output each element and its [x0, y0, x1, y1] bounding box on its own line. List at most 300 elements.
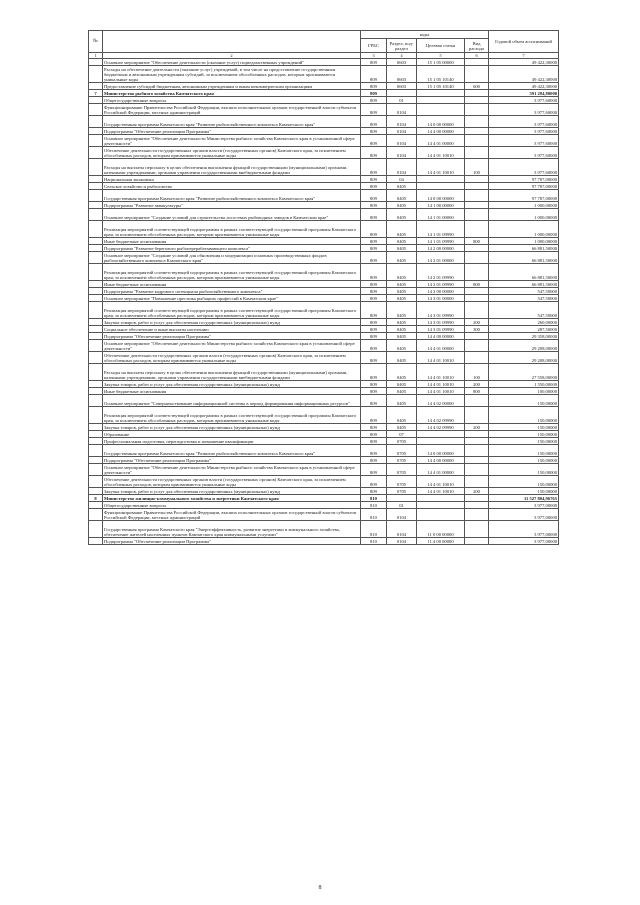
row-exp-type-cell: 200	[465, 488, 489, 495]
row-exp-type-cell	[465, 288, 489, 295]
row-name-cell: Закупка товаров, работ и услуг для обеспечения государственных (муниципальных) нужд	[103, 381, 361, 388]
row-grbs-cell: 809	[361, 407, 387, 424]
row-grbs-cell: 809	[361, 202, 387, 209]
table-row	[89, 495, 559, 502]
row-exp-type-cell: 300	[465, 326, 489, 333]
col-number: 7	[489, 53, 559, 59]
row-target-cell: 14 0 00 00000	[417, 190, 465, 202]
row-target-cell: 14 4 01 10010	[417, 381, 465, 388]
table-row	[89, 538, 559, 545]
row-target-cell: 14 4 01 00000	[417, 135, 465, 147]
row-amount-cell: 150,00000	[489, 407, 559, 424]
row-name-cell: Расходы на выплаты персоналу в целях обеспечения выполнения функций государственными (муниципальными) органами, казенными учреждениями, органами управления государственными внебюджетными фондами	[103, 159, 361, 176]
row-target-cell: 15 1 05 10140	[417, 66, 465, 83]
row-number-cell	[89, 116, 103, 128]
row-target-cell: 14 3 01 09990	[417, 319, 465, 326]
row-number-cell	[89, 476, 103, 488]
row-name-cell: Основное мероприятие "Создание условий для обновления и модернизации основных производственных фондов рыбохозяйственного комплекса Камчатского края"	[103, 252, 361, 264]
row-name-cell: Расходы на обеспечение деятельности (оказание услуг) учреждений, в том числе на предоставление государственным бюджетным и автономным учреждениям субсидий, за исключением обособленных расходов, которым присваиваются уникальные коды	[103, 66, 361, 83]
row-exp-type-cell	[465, 538, 489, 545]
row-exp-type-cell	[465, 495, 489, 502]
row-name-cell: Основное мероприятие "Повышение престижа рыбацких профессий в Камчатском крае"	[103, 295, 361, 302]
row-amount-cell: 100,00000	[489, 388, 559, 395]
row-section-cell: 0104	[387, 116, 417, 128]
table-row	[89, 128, 559, 135]
row-section-cell: 0405	[387, 252, 417, 264]
row-name-cell: Подпрограмма "Обеспечение реализации Программы"	[103, 457, 361, 464]
row-grbs-cell: 809	[361, 252, 387, 264]
row-section-cell: 0405	[387, 333, 417, 340]
row-section-cell: 0405	[387, 190, 417, 202]
row-amount-cell: 97 787,00000	[489, 176, 559, 183]
row-name-cell: Национальная экономика	[103, 176, 361, 183]
row-amount-cell: 3 977,60000	[489, 135, 559, 147]
row-section-cell	[387, 90, 417, 97]
row-target-cell: 14 1 01 09990	[417, 238, 465, 245]
row-exp-type-cell	[465, 221, 489, 238]
row-section-cell: 0603	[387, 83, 417, 90]
row-grbs-cell: 809	[361, 464, 387, 476]
row-grbs-cell: 809	[361, 295, 387, 302]
row-grbs-cell: 810	[361, 509, 387, 521]
row-name-cell: Социальное обеспечение и иные выплаты населению	[103, 326, 361, 333]
table-row	[89, 488, 559, 495]
row-name-cell: Обеспечение деятельности государственных органов власти (государственных органов) Камчатского края, за исключением обособленных расходов, которым присваиваются уникальные коды	[103, 147, 361, 159]
row-section-cell: 0405	[387, 407, 417, 424]
col-header-amount: Годовой объем ассигнований	[489, 31, 559, 53]
row-section-cell: 0705	[387, 438, 417, 445]
table-row	[89, 438, 559, 445]
row-amount-cell: 66 881,50000	[489, 245, 559, 252]
row-exp-type-cell: 800	[465, 238, 489, 245]
row-grbs-cell: 809	[361, 340, 387, 352]
row-name-cell: Министерство жилищно-коммунального хозяйства и энергетики Камчатского края	[103, 495, 361, 502]
row-target-cell	[417, 509, 465, 521]
row-exp-type-cell: 800	[465, 388, 489, 395]
row-number-cell	[89, 159, 103, 176]
row-section-cell: 0405	[387, 264, 417, 281]
row-exp-type-cell	[465, 407, 489, 424]
row-amount-cell: 29 208,00000	[489, 340, 559, 352]
row-number-cell	[89, 245, 103, 252]
row-grbs-cell: 809	[361, 288, 387, 295]
row-number-cell	[89, 438, 103, 445]
row-exp-type-cell	[465, 202, 489, 209]
row-number-cell	[89, 488, 103, 495]
row-section-cell: 0405	[387, 352, 417, 364]
row-amount-cell: 150,00000	[489, 476, 559, 488]
row-grbs-cell: 809	[361, 388, 387, 395]
row-target-cell: 11 4 00 00000	[417, 538, 465, 545]
row-number-cell	[89, 209, 103, 221]
row-name-cell: Основное мероприятие "Обеспечение деятельности (оказание услуг) подведомственных учреждений"	[103, 59, 361, 66]
row-exp-type-cell: 200	[465, 319, 489, 326]
row-number-cell	[89, 326, 103, 333]
col-header-no: №	[89, 31, 103, 53]
row-name-cell: Реализация мероприятий соответствующей подпрограммы в рамках соответствующей государственной программы Камчатского края, за исключением обособленных расходов, которым присваиваются уникальные коды	[103, 264, 361, 281]
row-section-cell: 0603	[387, 59, 417, 66]
row-amount-cell: 3 977,00000	[489, 538, 559, 545]
row-number-cell	[89, 445, 103, 457]
row-exp-type-cell: 200	[465, 424, 489, 431]
row-number-cell	[89, 340, 103, 352]
row-name-cell: Закупка товаров, работ и услуг для обеспечения государственных (муниципальных) нужд	[103, 319, 361, 326]
row-section-cell: 01	[387, 97, 417, 104]
row-section-cell: 0603	[387, 66, 417, 83]
table-row	[89, 388, 559, 395]
row-section-cell: 0705	[387, 457, 417, 464]
row-name-cell: Подпрограмма "Развитие берегового рыбоперерабатывающего комплекса"	[103, 245, 361, 252]
row-number-cell	[89, 147, 103, 159]
row-name-cell: Подпрограмма "Обеспечение реализации Программы"	[103, 333, 361, 340]
row-amount-cell: 150,00000	[489, 445, 559, 457]
row-target-cell: 14 4 01 10010	[417, 488, 465, 495]
row-exp-type-cell	[465, 209, 489, 221]
row-amount-cell: 150,00000	[489, 488, 559, 495]
row-target-cell: 14 2 00 00000	[417, 245, 465, 252]
row-grbs-cell: 809	[361, 302, 387, 319]
table-row	[89, 202, 559, 209]
row-exp-type-cell	[465, 245, 489, 252]
row-number-cell	[89, 128, 103, 135]
row-target-cell: 14 4 01 10010	[417, 352, 465, 364]
row-grbs-cell: 809	[361, 245, 387, 252]
row-section-cell: 0405	[387, 295, 417, 302]
table-row	[89, 333, 559, 340]
row-exp-type-cell	[465, 464, 489, 476]
row-amount-cell: 591 284,80000	[489, 90, 559, 97]
row-target-cell	[417, 495, 465, 502]
row-name-cell: Закупка товаров, работ и услуг для обеспечения государственных (муниципальных) нужд	[103, 424, 361, 431]
row-name-cell: Министерство рыбного хозяйства Камчатского края	[103, 90, 361, 97]
row-amount-cell: 150,00000	[489, 457, 559, 464]
row-target-cell: 14 2 01 09990	[417, 281, 465, 288]
row-exp-type-cell	[465, 457, 489, 464]
row-target-cell: 14 1 01 09990	[417, 221, 465, 238]
row-target-cell: 14 3 00 00000	[417, 288, 465, 295]
row-grbs-cell: 809	[361, 221, 387, 238]
row-target-cell: 14 4 00 00000	[417, 457, 465, 464]
table-row	[89, 83, 559, 90]
row-section-cell: 0104	[387, 538, 417, 545]
row-target-cell: 14 4 01 10010	[417, 147, 465, 159]
row-section-cell: 0705	[387, 445, 417, 457]
table-row	[89, 176, 559, 183]
table-row	[89, 245, 559, 252]
row-amount-cell: 11 527 804,96765	[489, 495, 559, 502]
row-name-cell: Обеспечение деятельности государственных органов власти (государственных органов) Камчатского края, за исключением обособленных расходов, которым присваиваются уникальные коды	[103, 476, 361, 488]
table-row	[89, 116, 559, 128]
row-grbs-cell: 809	[361, 352, 387, 364]
row-section-cell: 0405	[387, 221, 417, 238]
row-target-cell: 14 1 00 00000	[417, 202, 465, 209]
row-name-cell: Основное мероприятие "Обеспечение деятельности Министерства рыбного хозяйства Камчатского края в установленной сфере деятельности"	[103, 135, 361, 147]
row-number-cell	[89, 502, 103, 509]
row-number-cell	[89, 538, 103, 545]
row-number-cell	[89, 238, 103, 245]
row-name-cell: Государственная программа Камчатского края "Развитие рыбохозяйственного комплекса Камчатского края"	[103, 116, 361, 128]
row-amount-cell: 3 977,60000	[489, 147, 559, 159]
row-amount-cell: 1 000,00000	[489, 209, 559, 221]
table-row	[89, 190, 559, 202]
col-header-grbs: ГРБС	[361, 39, 387, 53]
row-section-cell: 0405	[387, 245, 417, 252]
row-amount-cell: 150,00000	[489, 464, 559, 476]
row-name-cell: Расходы на выплаты персоналу в целях обеспечения выполнения функций государственными (муниципальными) органами, казенными учреждениями, органами управления государственными внебюджетными фондами	[103, 364, 361, 381]
row-amount-cell: 49 422,30000	[489, 66, 559, 83]
row-section-cell: 0405	[387, 340, 417, 352]
row-section-cell: 0705	[387, 476, 417, 488]
col-header-target: Целевая статья	[417, 39, 465, 53]
row-amount-cell: 1 000,00000	[489, 221, 559, 238]
row-section-cell: 04	[387, 176, 417, 183]
row-grbs-cell: 810	[361, 538, 387, 545]
row-name-cell: Реализация мероприятий соответствующей подпрограммы в рамках соответствующей государственной программы Камчатского края, за исключением обособленных расходов, которым присваиваются уникальные коды	[103, 302, 361, 319]
row-name-cell: Функционирование Правительства Российской Федерации, высших исполнительных органов государственной власти субъектов Российской Федерации, местных администраций	[103, 509, 361, 521]
row-section-cell: 0104	[387, 128, 417, 135]
row-name-cell: Обеспечение деятельности государственных органов власти (государственных органов) Камчатского края, за исключением обособленных расходов, которым присваиваются уникальные коды	[103, 352, 361, 364]
row-section-cell: 0104	[387, 521, 417, 538]
table-row	[89, 281, 559, 288]
page-number: 8	[318, 885, 322, 891]
table-row	[89, 424, 559, 431]
row-target-cell: 14 4 00 00000	[417, 128, 465, 135]
row-number-cell: 7	[89, 90, 103, 97]
row-section-cell: 0405	[387, 364, 417, 381]
row-grbs-cell: 810	[361, 495, 387, 502]
table-row	[89, 264, 559, 281]
row-amount-cell: 66 881,50000	[489, 281, 559, 288]
table-row	[89, 457, 559, 464]
row-target-cell: 14 1 01 00000	[417, 209, 465, 221]
row-section-cell: 0104	[387, 147, 417, 159]
row-grbs-cell: 809	[361, 326, 387, 333]
col-number: 2	[103, 53, 361, 59]
row-target-cell: 14 4 00 00000	[417, 333, 465, 340]
row-section-cell: 0104	[387, 159, 417, 176]
row-name-cell: Реализация мероприятий соответствующей подпрограммы в рамках соответствующей государственной программы Камчатского края, за исключением обособленных расходов, которым присваиваются уникальные коды	[103, 221, 361, 238]
row-grbs-cell: 809	[361, 128, 387, 135]
table-row	[89, 431, 559, 438]
row-number-cell	[89, 388, 103, 395]
row-grbs-cell: 809	[361, 135, 387, 147]
row-exp-type-cell: 600	[465, 83, 489, 90]
budget-table-page	[88, 30, 558, 545]
row-number-cell	[89, 83, 103, 90]
row-grbs-cell: 809	[361, 281, 387, 288]
row-exp-type-cell	[465, 90, 489, 97]
row-exp-type-cell	[465, 97, 489, 104]
row-exp-type-cell	[465, 302, 489, 319]
row-amount-cell: 287,50000	[489, 326, 559, 333]
row-number-cell	[89, 183, 103, 190]
row-amount-cell: 1 550,00000	[489, 381, 559, 388]
row-target-cell	[417, 502, 465, 509]
row-number-cell: 8	[89, 495, 103, 502]
row-grbs-cell: 810	[361, 502, 387, 509]
row-grbs-cell: 809	[361, 488, 387, 495]
row-exp-type-cell	[465, 340, 489, 352]
row-amount-cell: 66 881,50000	[489, 252, 559, 264]
row-section-cell: 0405	[387, 288, 417, 295]
row-section-cell: 01	[387, 502, 417, 509]
table-row	[89, 521, 559, 538]
row-target-cell: 14 4 01 00000	[417, 464, 465, 476]
row-target-cell: 14 3 01 00000	[417, 295, 465, 302]
row-amount-cell: 150,00000	[489, 431, 559, 438]
row-number-cell	[89, 521, 103, 538]
row-grbs-cell: 809	[361, 159, 387, 176]
row-target-cell: 14 4 01 00000	[417, 340, 465, 352]
col-number: 4	[387, 53, 417, 59]
row-name-cell: Государственная программа Камчатского края "Развитие рыбохозяйственного комплекса Камчатского края"	[103, 190, 361, 202]
row-name-cell: Подпрограмма "Развитие кадрового потенциала рыбохозяйственного комплекса"	[103, 288, 361, 295]
table-row	[89, 159, 559, 176]
row-number-cell	[89, 431, 103, 438]
row-exp-type-cell	[465, 521, 489, 538]
row-number-cell	[89, 457, 103, 464]
row-section-cell: 0104	[387, 104, 417, 116]
row-name-cell: Закупка товаров, работ и услуг для обеспечения государственных (муниципальных) нужд	[103, 488, 361, 495]
row-section-cell: 0705	[387, 488, 417, 495]
col-number: 6	[465, 53, 489, 59]
row-grbs-cell: 809	[361, 395, 387, 407]
table-row	[89, 395, 559, 407]
row-number-cell	[89, 295, 103, 302]
row-grbs-cell: 809	[361, 445, 387, 457]
row-grbs-cell: 809	[361, 381, 387, 388]
row-grbs-cell: 809	[361, 83, 387, 90]
row-number-cell	[89, 202, 103, 209]
table-row	[89, 209, 559, 221]
col-number: 1	[89, 53, 103, 59]
row-amount-cell: 3 977,60000	[489, 159, 559, 176]
row-grbs-cell: 810	[361, 521, 387, 538]
col-header-name	[103, 31, 361, 53]
table-row	[89, 90, 559, 97]
row-section-cell: 0104	[387, 509, 417, 521]
row-number-cell	[89, 104, 103, 116]
budget-table-body	[89, 59, 559, 545]
table-row	[89, 252, 559, 264]
row-amount-cell: 260,00000	[489, 319, 559, 326]
row-grbs-cell: 809	[361, 116, 387, 128]
row-name-cell: Образование	[103, 431, 361, 438]
row-name-cell: Реализация мероприятий соответствующей подпрограммы в рамках соответствующей государственной программы Камчатского края, за исключением обособленных расходов, которым присваиваются уникальные коды	[103, 407, 361, 424]
row-target-cell: 11 0 00 00000	[417, 521, 465, 538]
row-number-cell	[89, 464, 103, 476]
row-section-cell	[387, 495, 417, 502]
row-target-cell: 14 2 01 00000	[417, 252, 465, 264]
row-number-cell	[89, 97, 103, 104]
row-grbs-cell: 809	[361, 190, 387, 202]
row-amount-cell: 547,50000	[489, 288, 559, 295]
table-row	[89, 326, 559, 333]
col-number: 3	[361, 53, 387, 59]
row-section-cell: 07	[387, 431, 417, 438]
table-row	[89, 238, 559, 245]
row-number-cell	[89, 264, 103, 281]
row-grbs-cell: 809	[361, 264, 387, 281]
row-number-cell	[89, 407, 103, 424]
row-amount-cell: 97 787,00000	[489, 183, 559, 190]
row-amount-cell: 27 558,00000	[489, 364, 559, 381]
row-target-cell	[417, 431, 465, 438]
row-target-cell: 14 4 01 10010	[417, 364, 465, 381]
row-exp-type-cell	[465, 128, 489, 135]
row-name-cell: Подпрограмма "Развитие аквакультуры"	[103, 202, 361, 209]
row-amount-cell: 3 977,00000	[489, 502, 559, 509]
table-row	[89, 502, 559, 509]
row-section-cell: 0405	[387, 281, 417, 288]
row-exp-type-cell: 100	[465, 364, 489, 381]
row-exp-type-cell	[465, 445, 489, 457]
row-section-cell: 0405	[387, 183, 417, 190]
row-target-cell: 14 0 00 00000	[417, 116, 465, 128]
table-row	[89, 59, 559, 66]
row-number-cell	[89, 135, 103, 147]
row-section-cell: 0405	[387, 319, 417, 326]
row-number-cell	[89, 395, 103, 407]
row-exp-type-cell: 800	[465, 281, 489, 288]
row-exp-type-cell	[465, 438, 489, 445]
table-row	[89, 221, 559, 238]
table-row	[89, 302, 559, 319]
row-section-cell: 0405	[387, 202, 417, 209]
row-amount-cell: 29 358,00000	[489, 333, 559, 340]
budget-table	[88, 30, 559, 545]
row-amount-cell: 150,00000	[489, 424, 559, 431]
table-row	[89, 407, 559, 424]
table-row	[89, 509, 559, 521]
row-exp-type-cell	[465, 104, 489, 116]
row-section-cell: 0405	[387, 388, 417, 395]
row-exp-type-cell	[465, 333, 489, 340]
row-amount-cell: 66 881,50000	[489, 264, 559, 281]
row-exp-type-cell	[465, 59, 489, 66]
col-number: 5	[417, 53, 465, 59]
row-exp-type-cell	[465, 252, 489, 264]
row-target-cell: 14 4 01 10010	[417, 476, 465, 488]
row-amount-cell: 1 000,00000	[489, 238, 559, 245]
row-name-cell: Подпрограмма "Обеспечение реализации Программы"	[103, 128, 361, 135]
table-row	[89, 319, 559, 326]
row-grbs-cell: 809	[361, 438, 387, 445]
row-amount-cell: 3 977,60000	[489, 104, 559, 116]
row-name-cell: Общегосударственные вопросы	[103, 502, 361, 509]
row-exp-type-cell	[465, 190, 489, 202]
row-grbs-cell: 809	[361, 457, 387, 464]
row-grbs-cell: 809	[361, 59, 387, 66]
row-amount-cell: 3 977,00000	[489, 509, 559, 521]
row-name-cell: Основное мероприятие "Совершенствование информационной системы в период формирования информационных ресурсов"	[103, 395, 361, 407]
row-section-cell: 0405	[387, 381, 417, 388]
row-target-cell: 14 2 01 09990	[417, 264, 465, 281]
row-name-cell: Основное мероприятие "Обеспечение деятельности Министерства рыбного хозяйства Камчатского края в установленной сфере деятельности"	[103, 340, 361, 352]
row-section-cell: 0405	[387, 326, 417, 333]
row-target-cell	[417, 90, 465, 97]
col-header-section: Раздел, под-раздел	[387, 39, 417, 53]
row-grbs-cell: 809	[361, 66, 387, 83]
row-target-cell: 14 3 01 09990	[417, 326, 465, 333]
table-row	[89, 97, 559, 104]
row-exp-type-cell	[465, 183, 489, 190]
row-exp-type-cell	[465, 66, 489, 83]
table-row	[89, 295, 559, 302]
row-number-cell	[89, 333, 103, 340]
row-exp-type-cell	[465, 431, 489, 438]
row-number-cell	[89, 221, 103, 238]
